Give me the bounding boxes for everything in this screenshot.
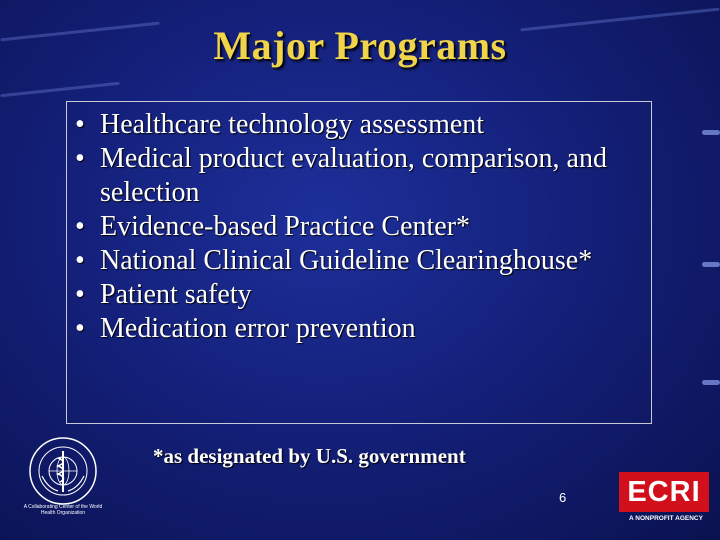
background-streak [702, 130, 720, 135]
bullet-text: National Clinical Guideline Clearinghouse* [100, 245, 593, 276]
bullet-dot-icon: • [75, 313, 85, 344]
bullet-list [67, 102, 651, 346]
page-number: 6 [559, 490, 567, 505]
who-emblem-icon [28, 436, 98, 506]
bullet-dot-icon: • [75, 109, 85, 140]
who-caption: A Collaborating Center of the World Health Organization [23, 504, 103, 516]
ecri-tagline: A NONPROFIT AGENCY [629, 515, 703, 522]
bullet-dot-icon: • [75, 279, 85, 310]
bullet-item [67, 142, 651, 210]
bullet-dot-icon: • [75, 211, 85, 242]
background-streak [702, 380, 720, 385]
bullet-text: Medical product evaluation, comparison, and selection [100, 143, 607, 208]
ecri-logo: ECRI [619, 472, 709, 512]
bullet-box [66, 101, 652, 424]
bullet-item [67, 278, 651, 312]
background-streak [702, 262, 720, 267]
background-streak [0, 82, 120, 98]
bullet-text: Healthcare technology assessment [100, 109, 485, 140]
bullet-item [67, 312, 651, 346]
bullet-item [67, 108, 651, 142]
slide-title: Major Programs [213, 23, 507, 68]
bullet-text: Medication error prevention [100, 313, 416, 344]
bullet-text: Evidence-based Practice Center* [100, 211, 471, 242]
bullet-dot-icon: • [75, 245, 85, 276]
footnote: *as designated by U.S. government [153, 444, 466, 468]
bullet-item [67, 244, 651, 278]
bullet-item [67, 210, 651, 244]
bullet-dot-icon: • [75, 143, 85, 174]
bullet-text: Patient safety [100, 279, 252, 310]
